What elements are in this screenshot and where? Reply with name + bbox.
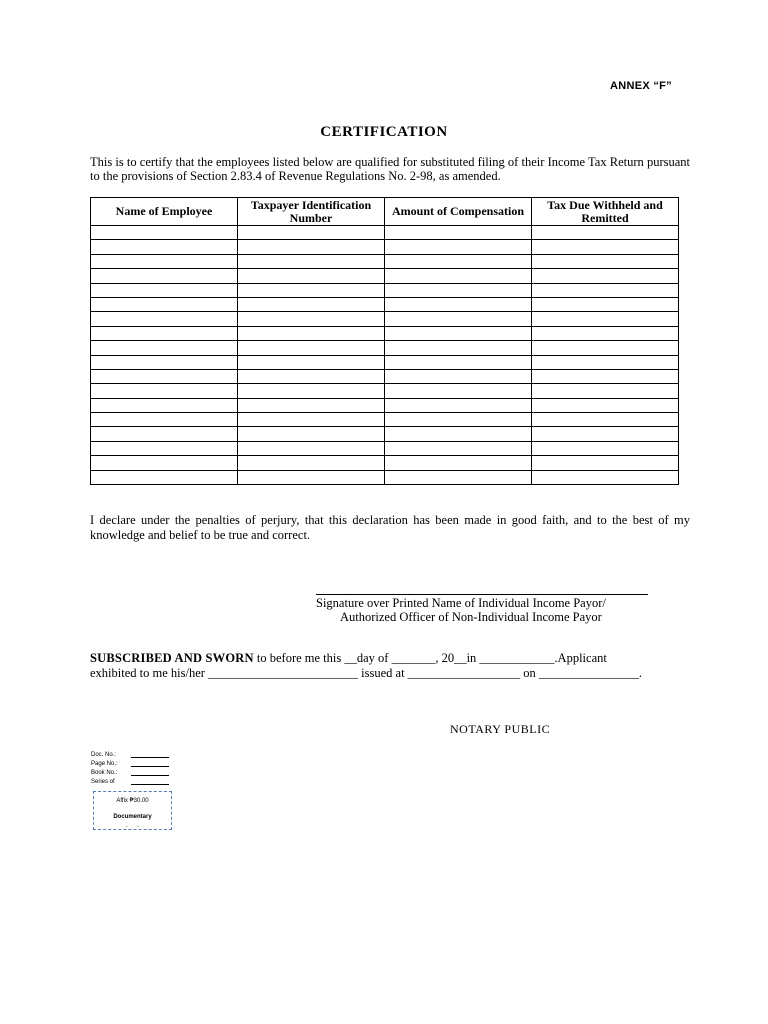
notarial-register-info — [91, 751, 169, 787]
table-cell[interactable] — [91, 456, 238, 470]
stamp-documentary-text: Documentary — [113, 814, 152, 820]
signature-caption-line2: Authorized Officer of Non-Individual Income Payor — [340, 610, 602, 624]
table-row — [91, 355, 679, 369]
documentary-stamp-box — [93, 791, 172, 830]
table-cell[interactable] — [385, 269, 532, 283]
doc-no-row — [91, 751, 169, 760]
table-cell[interactable] — [91, 470, 238, 484]
table-cell[interactable] — [238, 470, 385, 484]
page-no-label: Page No.: — [91, 761, 118, 767]
table-cell[interactable] — [91, 269, 238, 283]
table-row — [91, 326, 679, 340]
table-row — [91, 341, 679, 355]
table-cell[interactable] — [238, 312, 385, 326]
table-cell[interactable] — [238, 427, 385, 441]
header-name-of-employee: Name of Employee — [91, 198, 238, 226]
table-cell[interactable] — [385, 312, 532, 326]
table-cell[interactable] — [385, 240, 532, 254]
table-cell[interactable] — [532, 369, 679, 383]
table-cell[interactable] — [238, 240, 385, 254]
table-cell[interactable] — [385, 441, 532, 455]
table-cell[interactable] — [91, 226, 238, 240]
annex-label: ANNEX “F” — [610, 80, 672, 92]
table-cell[interactable] — [385, 341, 532, 355]
table-row — [91, 283, 679, 297]
table-cell[interactable] — [385, 369, 532, 383]
table-cell[interactable] — [532, 269, 679, 283]
table-row — [91, 441, 679, 455]
table-cell[interactable] — [532, 341, 679, 355]
table-cell[interactable] — [238, 384, 385, 398]
table-cell[interactable] — [91, 326, 238, 340]
table-body — [91, 226, 679, 485]
table-cell[interactable] — [91, 384, 238, 398]
table-row — [91, 456, 679, 470]
table-cell[interactable] — [532, 297, 679, 311]
employee-table — [90, 197, 679, 485]
table-cell[interactable] — [532, 283, 679, 297]
table-cell[interactable] — [238, 341, 385, 355]
jurat-line2: exhibited to me his/her ________________________ issued at __________________ on ________________. — [90, 666, 643, 680]
notary-public-label: NOTARY PUBLIC — [450, 722, 551, 736]
table-row — [91, 226, 679, 240]
jurat-heading: SUBSCRIBED AND SWORN — [90, 651, 254, 665]
book-no-row — [91, 769, 169, 778]
table-cell[interactable] — [238, 226, 385, 240]
table-cell[interactable] — [385, 427, 532, 441]
table-cell[interactable] — [532, 441, 679, 455]
table-cell[interactable] — [91, 369, 238, 383]
table-row — [91, 470, 679, 484]
book-no-blank — [131, 769, 169, 776]
table-cell[interactable] — [238, 355, 385, 369]
series-of-label: Series of — [91, 779, 115, 785]
table-cell[interactable] — [532, 312, 679, 326]
table-cell[interactable] — [91, 240, 238, 254]
table-cell[interactable] — [91, 398, 238, 412]
table-row — [91, 312, 679, 326]
table-row — [91, 398, 679, 412]
table-row — [91, 240, 679, 254]
page-no-row — [91, 760, 169, 769]
table-cell[interactable] — [238, 283, 385, 297]
table-cell[interactable] — [238, 297, 385, 311]
table-row — [91, 254, 679, 268]
table-cell[interactable] — [532, 226, 679, 240]
table-cell[interactable] — [385, 470, 532, 484]
header-tax-due-withheld: Tax Due Withheld and Remitted — [532, 198, 679, 226]
table-cell[interactable] — [91, 312, 238, 326]
book-no-label: Book No.: — [91, 770, 118, 776]
table-cell[interactable] — [91, 341, 238, 355]
table-cell[interactable] — [385, 355, 532, 369]
table-row — [91, 269, 679, 283]
table-cell[interactable] — [238, 456, 385, 470]
table-cell[interactable] — [385, 254, 532, 268]
doc-no-label: Doc. No.: — [91, 752, 117, 758]
stamp-dashes: - - — [125, 824, 140, 830]
table-cell[interactable] — [238, 369, 385, 383]
table-header-row — [91, 198, 679, 226]
signature-line — [316, 594, 648, 595]
table-row — [91, 384, 679, 398]
document-title: CERTIFICATION — [320, 124, 448, 140]
table-cell[interactable] — [238, 269, 385, 283]
table-row — [91, 413, 679, 427]
table-cell[interactable] — [238, 254, 385, 268]
series-of-row — [91, 778, 169, 787]
table-row — [91, 297, 679, 311]
table-cell[interactable] — [532, 326, 679, 340]
table-cell[interactable] — [532, 355, 679, 369]
page-no-blank — [131, 760, 169, 767]
header-taxpayer-id: Taxpayer Identification Number — [238, 198, 385, 226]
table-cell[interactable] — [385, 297, 532, 311]
table-cell[interactable] — [385, 398, 532, 412]
table-cell[interactable] — [532, 456, 679, 470]
table-cell[interactable] — [385, 456, 532, 470]
perjury-declaration: I declare under the penalties of perjury, that this declaration has been made in good faith, and to the best of my knowledge and belief to be true and correct. — [90, 513, 690, 542]
series-of-blank — [131, 778, 169, 785]
stamp-amount-text: Affix ₱30.00 — [116, 798, 149, 804]
table-cell[interactable] — [238, 441, 385, 455]
table-cell[interactable] — [385, 413, 532, 427]
table-cell[interactable] — [91, 297, 238, 311]
table-cell[interactable] — [385, 283, 532, 297]
table-cell[interactable] — [91, 283, 238, 297]
table-cell[interactable] — [532, 254, 679, 268]
table-cell[interactable] — [532, 240, 679, 254]
table-row — [91, 427, 679, 441]
jurat-line1 — [90, 651, 607, 666]
table-cell[interactable] — [238, 398, 385, 412]
table-cell[interactable] — [91, 254, 238, 268]
table-cell[interactable] — [532, 398, 679, 412]
table-cell[interactable] — [91, 441, 238, 455]
table-cell[interactable] — [91, 355, 238, 369]
doc-no-blank — [131, 751, 169, 758]
table-cell[interactable] — [532, 470, 679, 484]
table-cell[interactable] — [385, 384, 532, 398]
certification-text: This is to certify that the employees listed below are qualified for substituted filing of their Income Tax Return pursuant to the provisions of Section 2.83.4 of Revenue Regulations No. 2-98, as amended. — [90, 155, 690, 183]
table-cell[interactable] — [238, 413, 385, 427]
table-cell[interactable] — [385, 226, 532, 240]
signature-caption-line1: Signature over Printed Name of Individual Income Payor/ — [316, 596, 606, 610]
table-cell[interactable] — [91, 427, 238, 441]
table-row — [91, 369, 679, 383]
table-cell[interactable] — [385, 326, 532, 340]
table-cell[interactable] — [532, 384, 679, 398]
header-amount-of-compensation: Amount of Compensation — [385, 198, 532, 226]
jurat-line1-text: to before me this __day of _______, 20__in ____________.Applicant — [253, 651, 607, 665]
table-cell[interactable] — [532, 413, 679, 427]
table-cell[interactable] — [91, 413, 238, 427]
table-cell[interactable] — [238, 326, 385, 340]
table-cell[interactable] — [532, 427, 679, 441]
